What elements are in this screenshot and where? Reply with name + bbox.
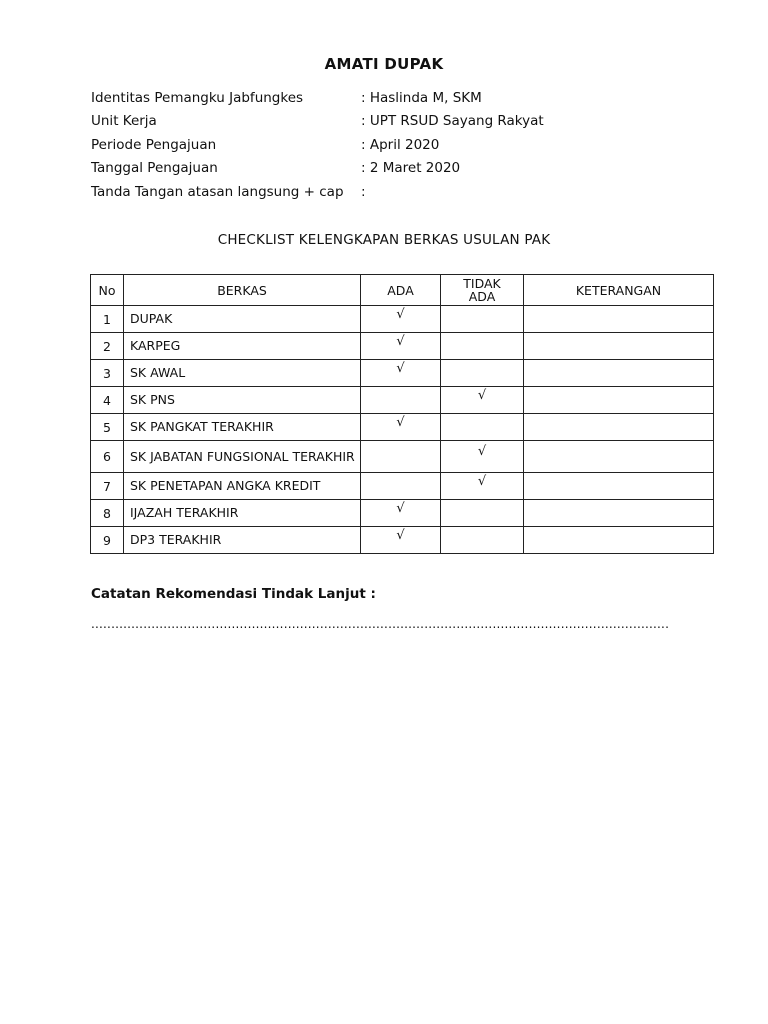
cell-keterangan (524, 333, 714, 360)
cell-no: 8 (91, 500, 124, 527)
document-title: AMATI DUPAK (324, 55, 444, 73)
cell-berkas: IJAZAH TERAKHIR (124, 500, 361, 527)
header-tidak-line2: ADA (468, 289, 496, 304)
cell-ada (361, 473, 441, 500)
cell-berkas: SK PANGKAT TERAKHIR (124, 414, 361, 441)
table-row (91, 414, 714, 441)
cell-keterangan (524, 387, 714, 414)
check-mark: √ (396, 527, 405, 543)
info-label: Tanggal Pengajuan (91, 160, 218, 176)
check-mark: √ (396, 414, 405, 430)
cell-keterangan (524, 441, 714, 473)
info-label: Identitas Pemangku Jabfungkes (91, 90, 304, 106)
header-berkas: BERKAS (124, 275, 361, 306)
cell-berkas: SK JABATAN FUNGSIONAL TERAKHIR (124, 441, 361, 473)
table-row (91, 527, 714, 554)
table-row (91, 441, 714, 473)
cell-no: 7 (91, 473, 124, 500)
cell-ada (361, 500, 441, 527)
info-value: : Haslinda M, SKM (361, 90, 482, 106)
cell-tidak-ada (441, 387, 524, 414)
cell-ada (361, 333, 441, 360)
info-value: : 2 Maret 2020 (361, 160, 461, 176)
cell-tidak-ada (441, 360, 524, 387)
info-value: : April 2020 (361, 137, 440, 153)
cell-tidak-ada (441, 306, 524, 333)
cell-keterangan (524, 500, 714, 527)
table-row (91, 500, 714, 527)
cell-ada (361, 360, 441, 387)
table-row (91, 360, 714, 387)
cell-tidak-ada (441, 414, 524, 441)
checklist-table (90, 274, 714, 554)
check-mark: √ (396, 306, 405, 322)
cell-ada (361, 527, 441, 554)
header-tidak-line1: TIDAK (463, 276, 501, 291)
table-row (91, 473, 714, 500)
check-mark: √ (396, 333, 405, 349)
cell-no: 3 (91, 360, 124, 387)
check-mark: √ (396, 500, 405, 516)
cell-tidak-ada (441, 441, 524, 473)
info-value: : (361, 184, 366, 200)
cell-no: 6 (91, 441, 124, 473)
cell-no: 4 (91, 387, 124, 414)
cell-ada (361, 387, 441, 414)
cell-keterangan (524, 360, 714, 387)
info-label: Periode Pengajuan (91, 137, 217, 153)
cell-tidak-ada (441, 333, 524, 360)
cell-ada (361, 441, 441, 473)
cell-no: 5 (91, 414, 124, 441)
cell-berkas: DUPAK (124, 306, 361, 333)
checklist-title: CHECKLIST KELENGKAPAN BERKAS USULAN PAK (217, 232, 551, 248)
cell-no: 9 (91, 527, 124, 554)
cell-berkas: SK PENETAPAN ANGKA KREDIT (124, 473, 361, 500)
catatan-label: Catatan Rekomendasi Tindak Lanjut : (91, 586, 376, 602)
header-ada: ADA (361, 275, 441, 306)
info-value: : UPT RSUD Sayang Rakyat (361, 113, 544, 129)
cell-no: 1 (91, 306, 124, 333)
table-row (91, 333, 714, 360)
table-row (91, 387, 714, 414)
cell-berkas: SK AWAL (124, 360, 361, 387)
table-row (91, 306, 714, 333)
cell-berkas: KARPEG (124, 333, 361, 360)
check-mark: √ (477, 444, 487, 459)
check-mark: √ (396, 360, 405, 376)
cell-keterangan (524, 527, 714, 554)
cell-tidak-ada (441, 473, 524, 500)
check-mark: √ (477, 387, 487, 403)
cell-ada (361, 306, 441, 333)
check-mark: √ (477, 473, 487, 489)
info-label: Unit Kerja (91, 113, 157, 129)
cell-ada (361, 414, 441, 441)
catatan-dotted-line: ................................................................................................................................................ (91, 617, 670, 631)
header-no: No (91, 275, 124, 306)
cell-berkas: SK PNS (124, 387, 361, 414)
table-header-row (91, 275, 714, 306)
cell-tidak-ada (441, 527, 524, 554)
header-keterangan: KETERANGAN (524, 275, 714, 306)
cell-tidak-ada (441, 500, 524, 527)
cell-keterangan (524, 306, 714, 333)
cell-keterangan (524, 473, 714, 500)
cell-no: 2 (91, 333, 124, 360)
header-tidak-ada (441, 275, 524, 306)
cell-keterangan (524, 414, 714, 441)
cell-berkas: DP3 TERAKHIR (124, 527, 361, 554)
info-label: Tanda Tangan atasan langsung + cap (91, 184, 344, 200)
